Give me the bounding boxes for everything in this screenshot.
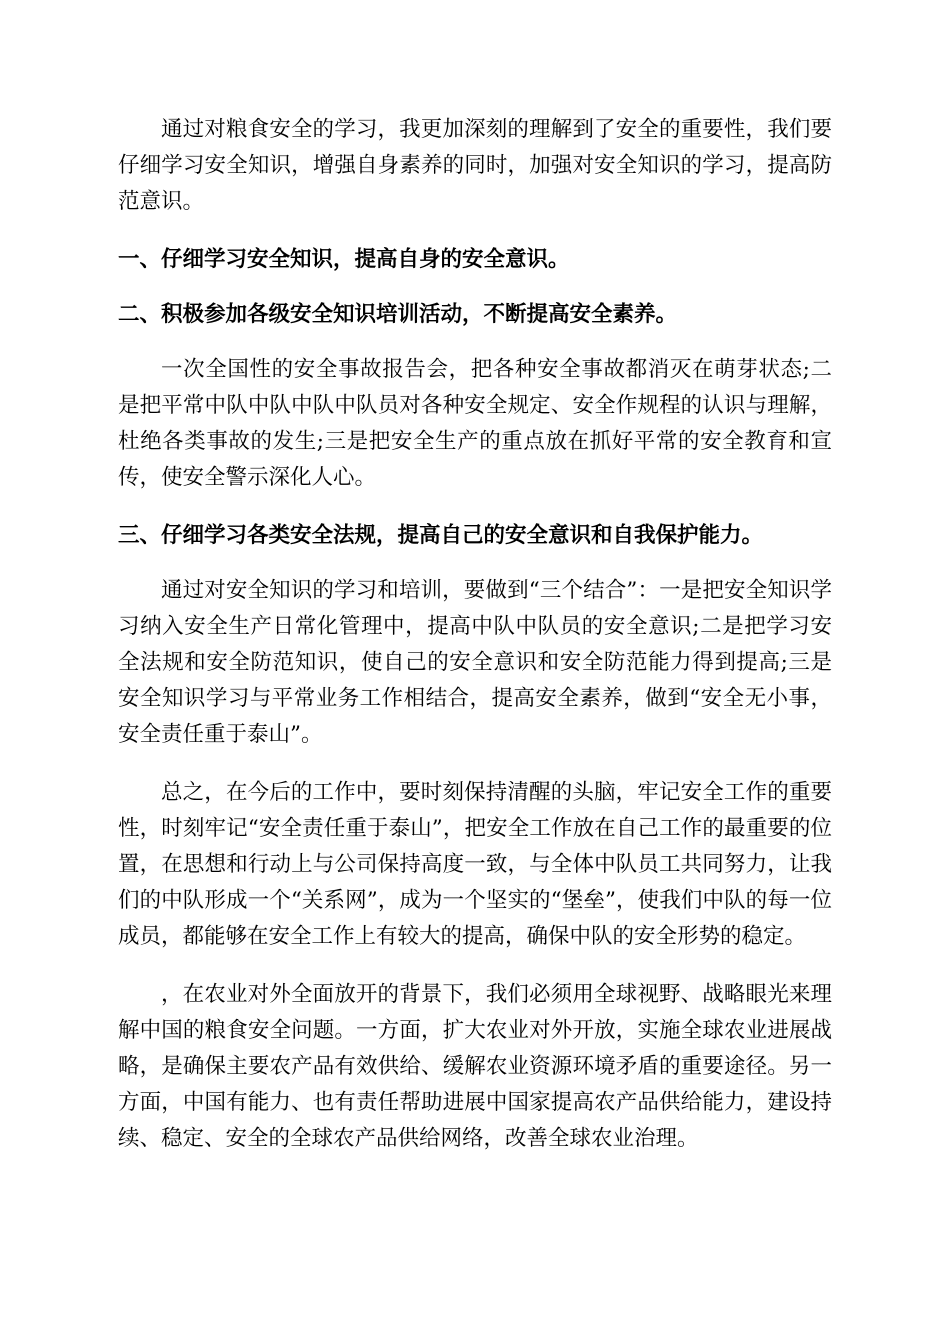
heading-section-3: 三、仔细学习各类安全法规，提高自己的安全意识和自我保护能力。	[118, 523, 764, 548]
paragraph-conclusion: 总之，在今后的工作中，要时刻保持清醒的头脑，牢记安全工作的重要性，时刻牢记“安全责任重于泰山”，把安全工作放在自己工作的最重要的位置，在思想和行动上与公司保持高度一致，与全体中队员工共同努力，让我们的中队形成一个“关系网”，成为一个坚实的“堡垒”，使我们中队的每一位成员，都能够在安全工作上有较大的提高，确保中队的安全形势的稳定。	[118, 780, 832, 949]
heading-section-2: 二、积极参加各级安全知识培训活动，不断提高安全素养。	[118, 302, 678, 327]
paragraph-section-3-body: 通过对安全知识的学习和培训，要做到“三个结合”：一是把安全知识学习纳入安全生产日常化管理中，提高中队中队员的安全意识;二是把学习安全法规和安全防范知识，使自己的安全意识和安全防范能力得到提高;三是安全知识学习与平常业务工作相结合，提高安全素养，做到“安全无小事，安全责任重于泰山”。	[118, 578, 832, 747]
paragraph-global-perspective: ，在农业对外全面放开的背景下，我们必须用全球视野、战略眼光来理解中国的粮食安全问题。一方面，扩大农业对外开放，实施全球农业进展战略，是确保主要农产品有效供给、缓解农业资源环境矛盾的重要途径。另一方面，中国有能力、也有责任帮助进展中国家提高农产品供给能力，建设持续、稳定、安全的全球农产品供给网络，改善全球农业治理。	[118, 982, 832, 1151]
paragraph-section-2-body: 一次全国性的安全事故报告会，把各种安全事故都消灭在萌芽状态;二是把平常中队中队中队中队员对各种安全规定、安全作规程的认识与理解，杜绝各类事故的发生;三是把安全生产的重点放在抓好平常的安全教育和宣传，使安全警示深化人心。	[118, 357, 832, 490]
document-page	[118, 112, 832, 1157]
paragraph-intro: 通过对粮食安全的学习，我更加深刻的理解到了安全的重要性，我们要仔细学习安全知识，增强自身素养的同时，加强对安全知识的学习，提高防范意识。	[118, 117, 832, 214]
heading-section-1: 一、仔细学习安全知识，提高自身的安全意识。	[118, 247, 570, 272]
